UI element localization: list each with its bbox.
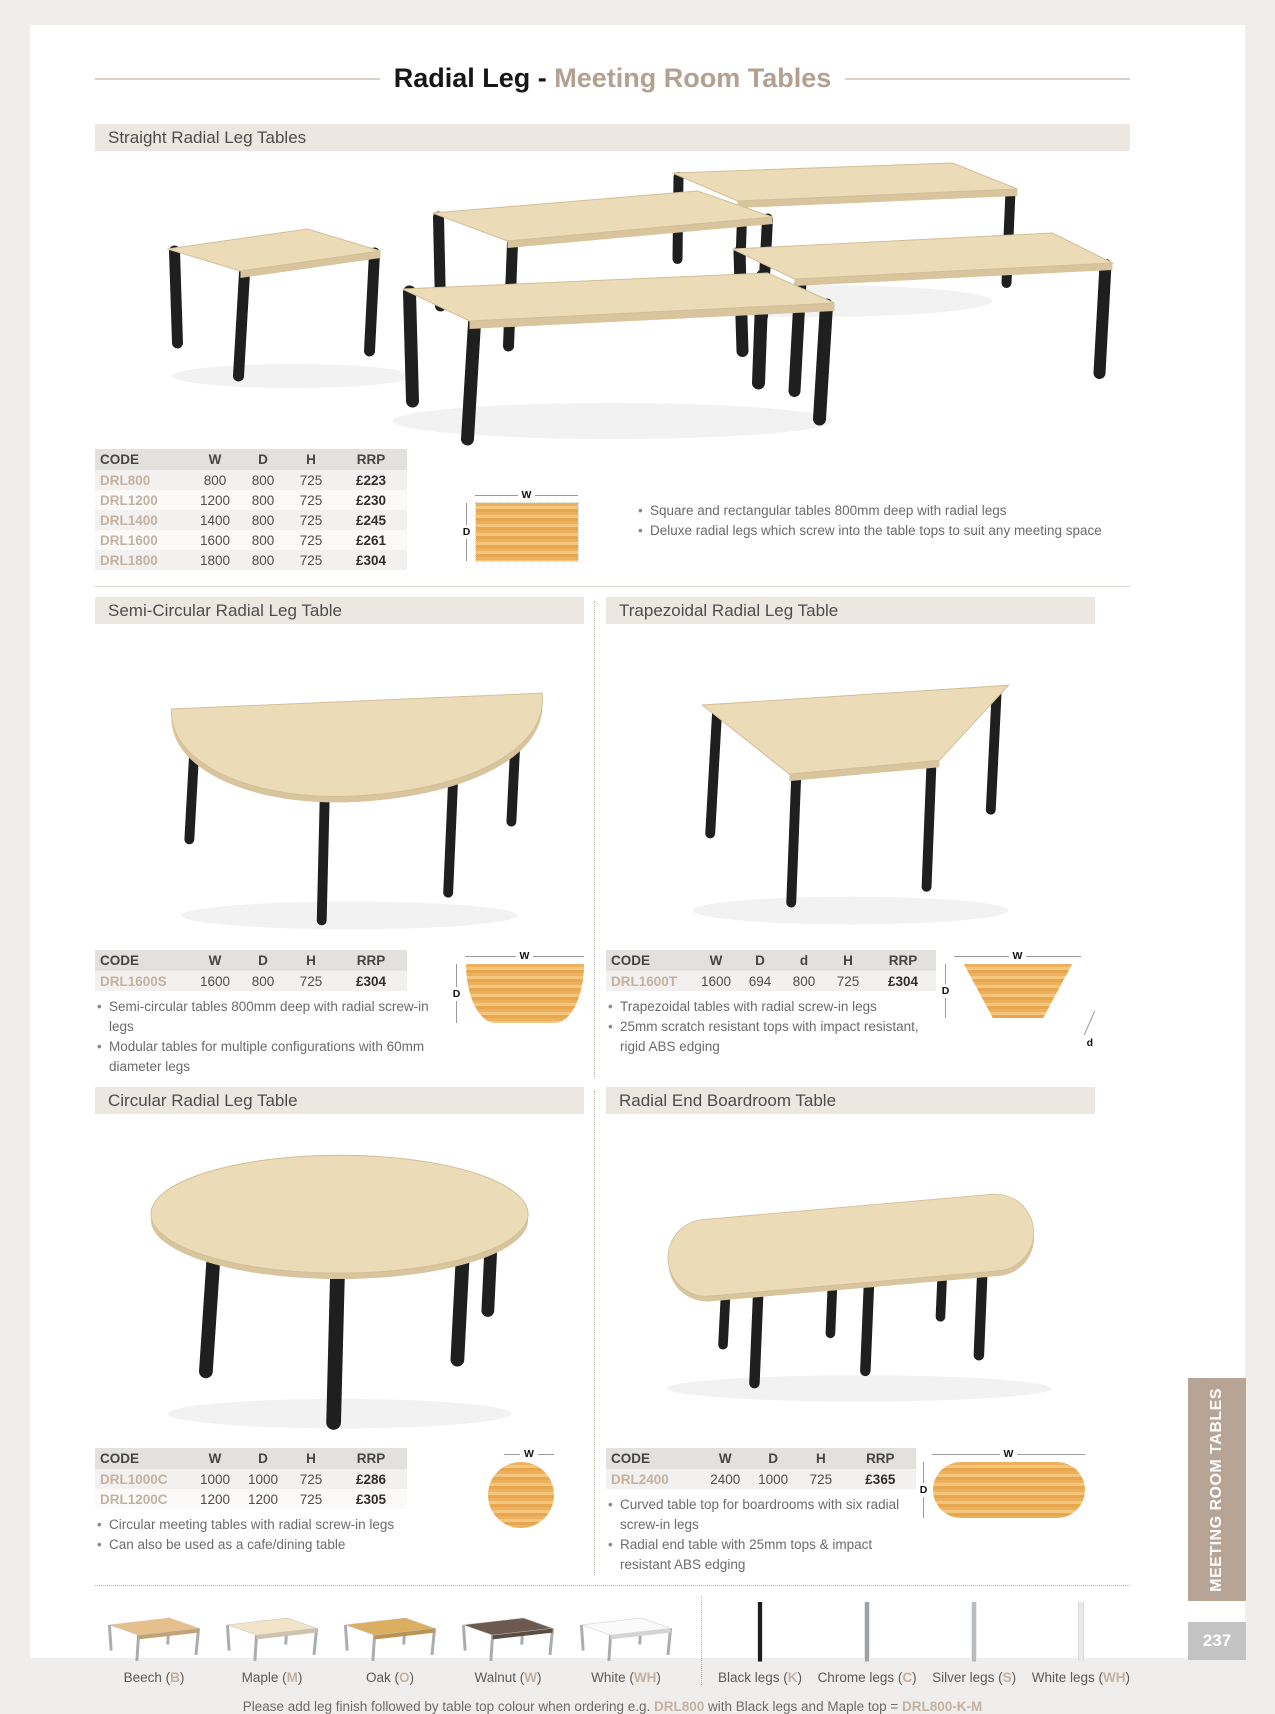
table-cell: 725 (287, 510, 335, 530)
table-cell: 725 (287, 530, 335, 550)
bullet-item: • Semi-circular tables 800mm deep with radial screw-in legs (95, 997, 449, 1037)
dimension-diagram-circular (488, 1448, 554, 1555)
page-title-accent: Meeting Room Tables (554, 63, 832, 93)
leg-option-white (1032, 1596, 1130, 1685)
tabletop-shape-stadium (933, 1462, 1085, 1518)
short-depth-dimension-label: d (1087, 1010, 1093, 1049)
table-cell: £305 (335, 1489, 407, 1509)
leg-image (846, 1596, 888, 1666)
pricing-header-row (606, 1448, 916, 1469)
section-title-circular: Circular Radial Leg Table (95, 1087, 584, 1114)
column-header: W (191, 950, 239, 971)
product-code-cell: DRL1600T (606, 971, 694, 991)
pricing-header-row (606, 950, 936, 971)
pricing-header-row (95, 449, 407, 470)
strip-divider (701, 1596, 702, 1685)
column-header: RRP (870, 950, 936, 971)
table-cell: 725 (287, 470, 335, 490)
bullet-item: • Trapezoidal tables with radial screw-in legs (606, 997, 938, 1017)
column-header: W (191, 449, 239, 470)
leg-image (739, 1596, 781, 1666)
width-dimension-label: W (504, 1448, 554, 1460)
feature-list-radial-end (606, 1495, 916, 1575)
table-cell: 725 (287, 490, 335, 510)
table-cell: £365 (845, 1469, 916, 1489)
leg-label: Chrome legs (C) (817, 1670, 917, 1685)
leg-option-chrome (818, 1596, 917, 1685)
table-cell: 1000 (191, 1469, 239, 1489)
pricing-table-straight (95, 449, 407, 570)
column-header: D (738, 950, 782, 971)
leg-label: Black legs (K) (718, 1670, 803, 1685)
finish-table-image (567, 1606, 685, 1666)
leg-image (953, 1596, 995, 1666)
leg-option-black (718, 1596, 802, 1685)
column-header: H (797, 1448, 845, 1469)
table-cell: 1000 (749, 1469, 797, 1489)
table-cell: £304 (335, 550, 407, 570)
table-row (95, 1489, 407, 1509)
column-header: H (287, 449, 335, 470)
leg-label: White legs (WH) (1031, 1670, 1130, 1685)
column-header: W (701, 1448, 749, 1469)
table-cell: 1200 (191, 490, 239, 510)
dimension-diagram-semi-circular (449, 950, 584, 1077)
table-row (95, 550, 407, 570)
finish-swatch-white (567, 1606, 685, 1685)
column-header: CODE (95, 1448, 191, 1469)
table-cell: 1200 (239, 1489, 287, 1509)
finish-table-image (213, 1606, 331, 1666)
column-header: CODE (606, 950, 694, 971)
tabletop-shape-trapezoid (955, 964, 1081, 1018)
product-code-cell: DRL1800 (95, 550, 191, 570)
bullet-item: • Deluxe radial legs which screw into the table tops to suit any meeting space (636, 521, 1130, 541)
column-header: CODE (606, 1448, 701, 1469)
finish-swatch-oak (331, 1606, 449, 1685)
table-row (95, 530, 407, 550)
table-cell: £304 (335, 971, 407, 991)
table-row (95, 470, 407, 490)
product-code-cell: DRL1200 (95, 490, 191, 510)
product-image-semi-circular (95, 624, 584, 950)
product-code-cell: DRL800 (95, 470, 191, 490)
width-dimension-label: W (954, 950, 1081, 962)
product-code-cell: DRL1000C (95, 1469, 191, 1489)
table-cell: 1600 (191, 971, 239, 991)
table-row (95, 971, 407, 991)
bullet-item: • 25mm scratch resistant tops with impact resistant, rigid ABS edging (606, 1017, 938, 1057)
column-header: D (239, 449, 287, 470)
pricing-table-trapezoidal (606, 950, 936, 991)
table-row (95, 1469, 407, 1489)
ordering-note: Please add leg finish followed by table top colour when ordering e.g. DRL800 with Black legs and Maple top = DRL800-K-M (242, 1699, 983, 1714)
finish-label: White (WH) (591, 1670, 661, 1685)
product-code-cell: DRL1400 (95, 510, 191, 530)
table-cell: 800 (239, 971, 287, 991)
product-image-circular (95, 1114, 584, 1448)
section-title-semi-circular: Semi-Circular Radial Leg Table (95, 597, 584, 624)
table-row (606, 971, 936, 991)
finish-swatch-maple (213, 1606, 331, 1685)
table-cell: 800 (239, 550, 287, 570)
section-title-radial-end: Radial End Boardroom Table (606, 1087, 1095, 1114)
example-full-code: DRL800-K-M (902, 1699, 983, 1714)
table-cell: £245 (335, 510, 407, 530)
feature-list-semi-circular (95, 997, 449, 1077)
header-rule-left (95, 78, 380, 80)
dimension-diagram-radial-end (916, 1448, 1085, 1575)
section-title-straight: Straight Radial Leg Tables (95, 124, 1130, 151)
bullet-item: • Circular meeting tables with radial screw-in legs (95, 1515, 488, 1535)
bullet-item: • Radial end table with 25mm tops & impact resistant ABS edging (606, 1535, 916, 1575)
depth-dimension-label: D (449, 964, 464, 1023)
column-header: W (191, 1448, 239, 1469)
table-cell: £261 (335, 530, 407, 550)
pricing-table-semi-circular (95, 950, 407, 991)
product-code-cell: DRL2400 (606, 1469, 701, 1489)
table-cell: 800 (782, 971, 826, 991)
pricing-table-circular (95, 1448, 407, 1509)
table-cell: £223 (335, 470, 407, 490)
table-row (606, 1469, 916, 1489)
product-image-trapezoidal (606, 624, 1095, 950)
table-cell: 800 (239, 510, 287, 530)
table-cell: 1400 (191, 510, 239, 530)
leg-option-silver (932, 1596, 1016, 1685)
header-rule-right (845, 78, 1130, 80)
column-header: W (694, 950, 738, 971)
depth-dimension-label: D (938, 964, 953, 1018)
finish-swatch-walnut (449, 1606, 567, 1685)
table-cell: 725 (287, 1469, 335, 1489)
feature-list-trapezoidal (606, 997, 938, 1057)
depth-dimension-label: D (916, 1462, 931, 1518)
product-code-cell: DRL1600S (95, 971, 191, 991)
bullet-item: • Can also be used as a cafe/dining table (95, 1535, 488, 1555)
pricing-header-row (95, 950, 407, 971)
finish-label: Walnut (W) (474, 1670, 542, 1685)
column-header: D (749, 1448, 797, 1469)
catalog-page (30, 25, 1245, 1714)
bullet-item: • Curved table top for boardrooms with six radial screw-in legs (606, 1495, 916, 1535)
finish-label: Oak (O) (365, 1670, 415, 1685)
column-header: D (239, 1448, 287, 1469)
page-number: 237 (1188, 1622, 1246, 1660)
page-title-dark: Radial Leg - (393, 63, 547, 93)
table-cell: £286 (335, 1469, 407, 1489)
column-header: H (287, 1448, 335, 1469)
column-header: RRP (335, 449, 407, 470)
width-dimension-label: W (475, 489, 578, 501)
column-header: RRP (845, 1448, 916, 1469)
finish-options-strip (95, 1585, 1130, 1685)
pricing-table-radial-end (606, 1448, 916, 1489)
column-header: H (287, 950, 335, 971)
product-image-straight-tables (95, 151, 1130, 443)
table-cell: 725 (287, 550, 335, 570)
table-cell: 694 (738, 971, 782, 991)
table-cell: 800 (239, 470, 287, 490)
table-cell: 725 (287, 971, 335, 991)
product-image-radial-end (606, 1114, 1095, 1448)
column-header: d (782, 950, 826, 971)
side-tab (1188, 1378, 1246, 1601)
depth-dimension-label: D (459, 503, 474, 561)
width-dimension-label: W (465, 950, 584, 962)
column-header: CODE (95, 449, 191, 470)
table-cell: 725 (797, 1469, 845, 1489)
table-row (95, 510, 407, 530)
finish-table-image (95, 1606, 213, 1666)
table-cell: 1600 (694, 971, 738, 991)
section-title-trapezoidal: Trapezoidal Radial Leg Table (606, 597, 1095, 624)
feature-list-circular (95, 1515, 488, 1555)
finish-swatch-beech (95, 1606, 213, 1685)
table-cell: 800 (239, 530, 287, 550)
table-cell: 725 (826, 971, 870, 991)
bullet-item: • Square and rectangular tables 800mm deep with radial legs (636, 501, 1130, 521)
column-header: RRP (335, 1448, 407, 1469)
dimension-diagram-straight (459, 489, 578, 570)
divider (95, 586, 1130, 587)
table-cell: 1200 (191, 1489, 239, 1509)
column-header: D (239, 950, 287, 971)
finish-table-image (449, 1606, 567, 1666)
table-cell: £304 (870, 971, 936, 991)
table-cell: £230 (335, 490, 407, 510)
page-title (394, 63, 832, 94)
pricing-header-row (95, 1448, 407, 1469)
leg-image (1060, 1596, 1102, 1666)
table-cell: 1000 (239, 1469, 287, 1489)
table-cell: 2400 (701, 1469, 749, 1489)
product-code-cell: DRL1600 (95, 530, 191, 550)
width-dimension-label: W (932, 1448, 1085, 1460)
product-code-cell: DRL1200C (95, 1489, 191, 1509)
table-row (95, 490, 407, 510)
finish-table-image (331, 1606, 449, 1666)
table-cell: 725 (287, 1489, 335, 1509)
table-cell: 1800 (191, 550, 239, 570)
table-cell: 1600 (191, 530, 239, 550)
column-header: H (826, 950, 870, 971)
column-header: RRP (335, 950, 407, 971)
side-tab-label: MEETING ROOM TABLES (1208, 1387, 1225, 1592)
table-cell: 800 (191, 470, 239, 490)
tabletop-shape-rectangle (476, 503, 578, 561)
feature-list-straight (636, 501, 1130, 570)
column-divider (594, 1091, 595, 1575)
finish-label: Maple (M) (241, 1670, 303, 1685)
tabletop-shape-circle (488, 1462, 554, 1528)
column-divider (594, 601, 595, 1077)
column-header: CODE (95, 950, 191, 971)
example-code: DRL800 (653, 1699, 705, 1714)
leg-label: Silver legs (S) (932, 1670, 1017, 1685)
finish-label: Beech (B) (123, 1670, 185, 1685)
dimension-diagram-trapezoidal (938, 950, 1093, 1057)
bullet-item: • Modular tables for multiple configurations with 60mm diameter legs (95, 1037, 449, 1077)
table-cell: 800 (239, 490, 287, 510)
tabletop-shape-semi-circle (466, 964, 584, 1023)
page-header (95, 25, 1130, 124)
